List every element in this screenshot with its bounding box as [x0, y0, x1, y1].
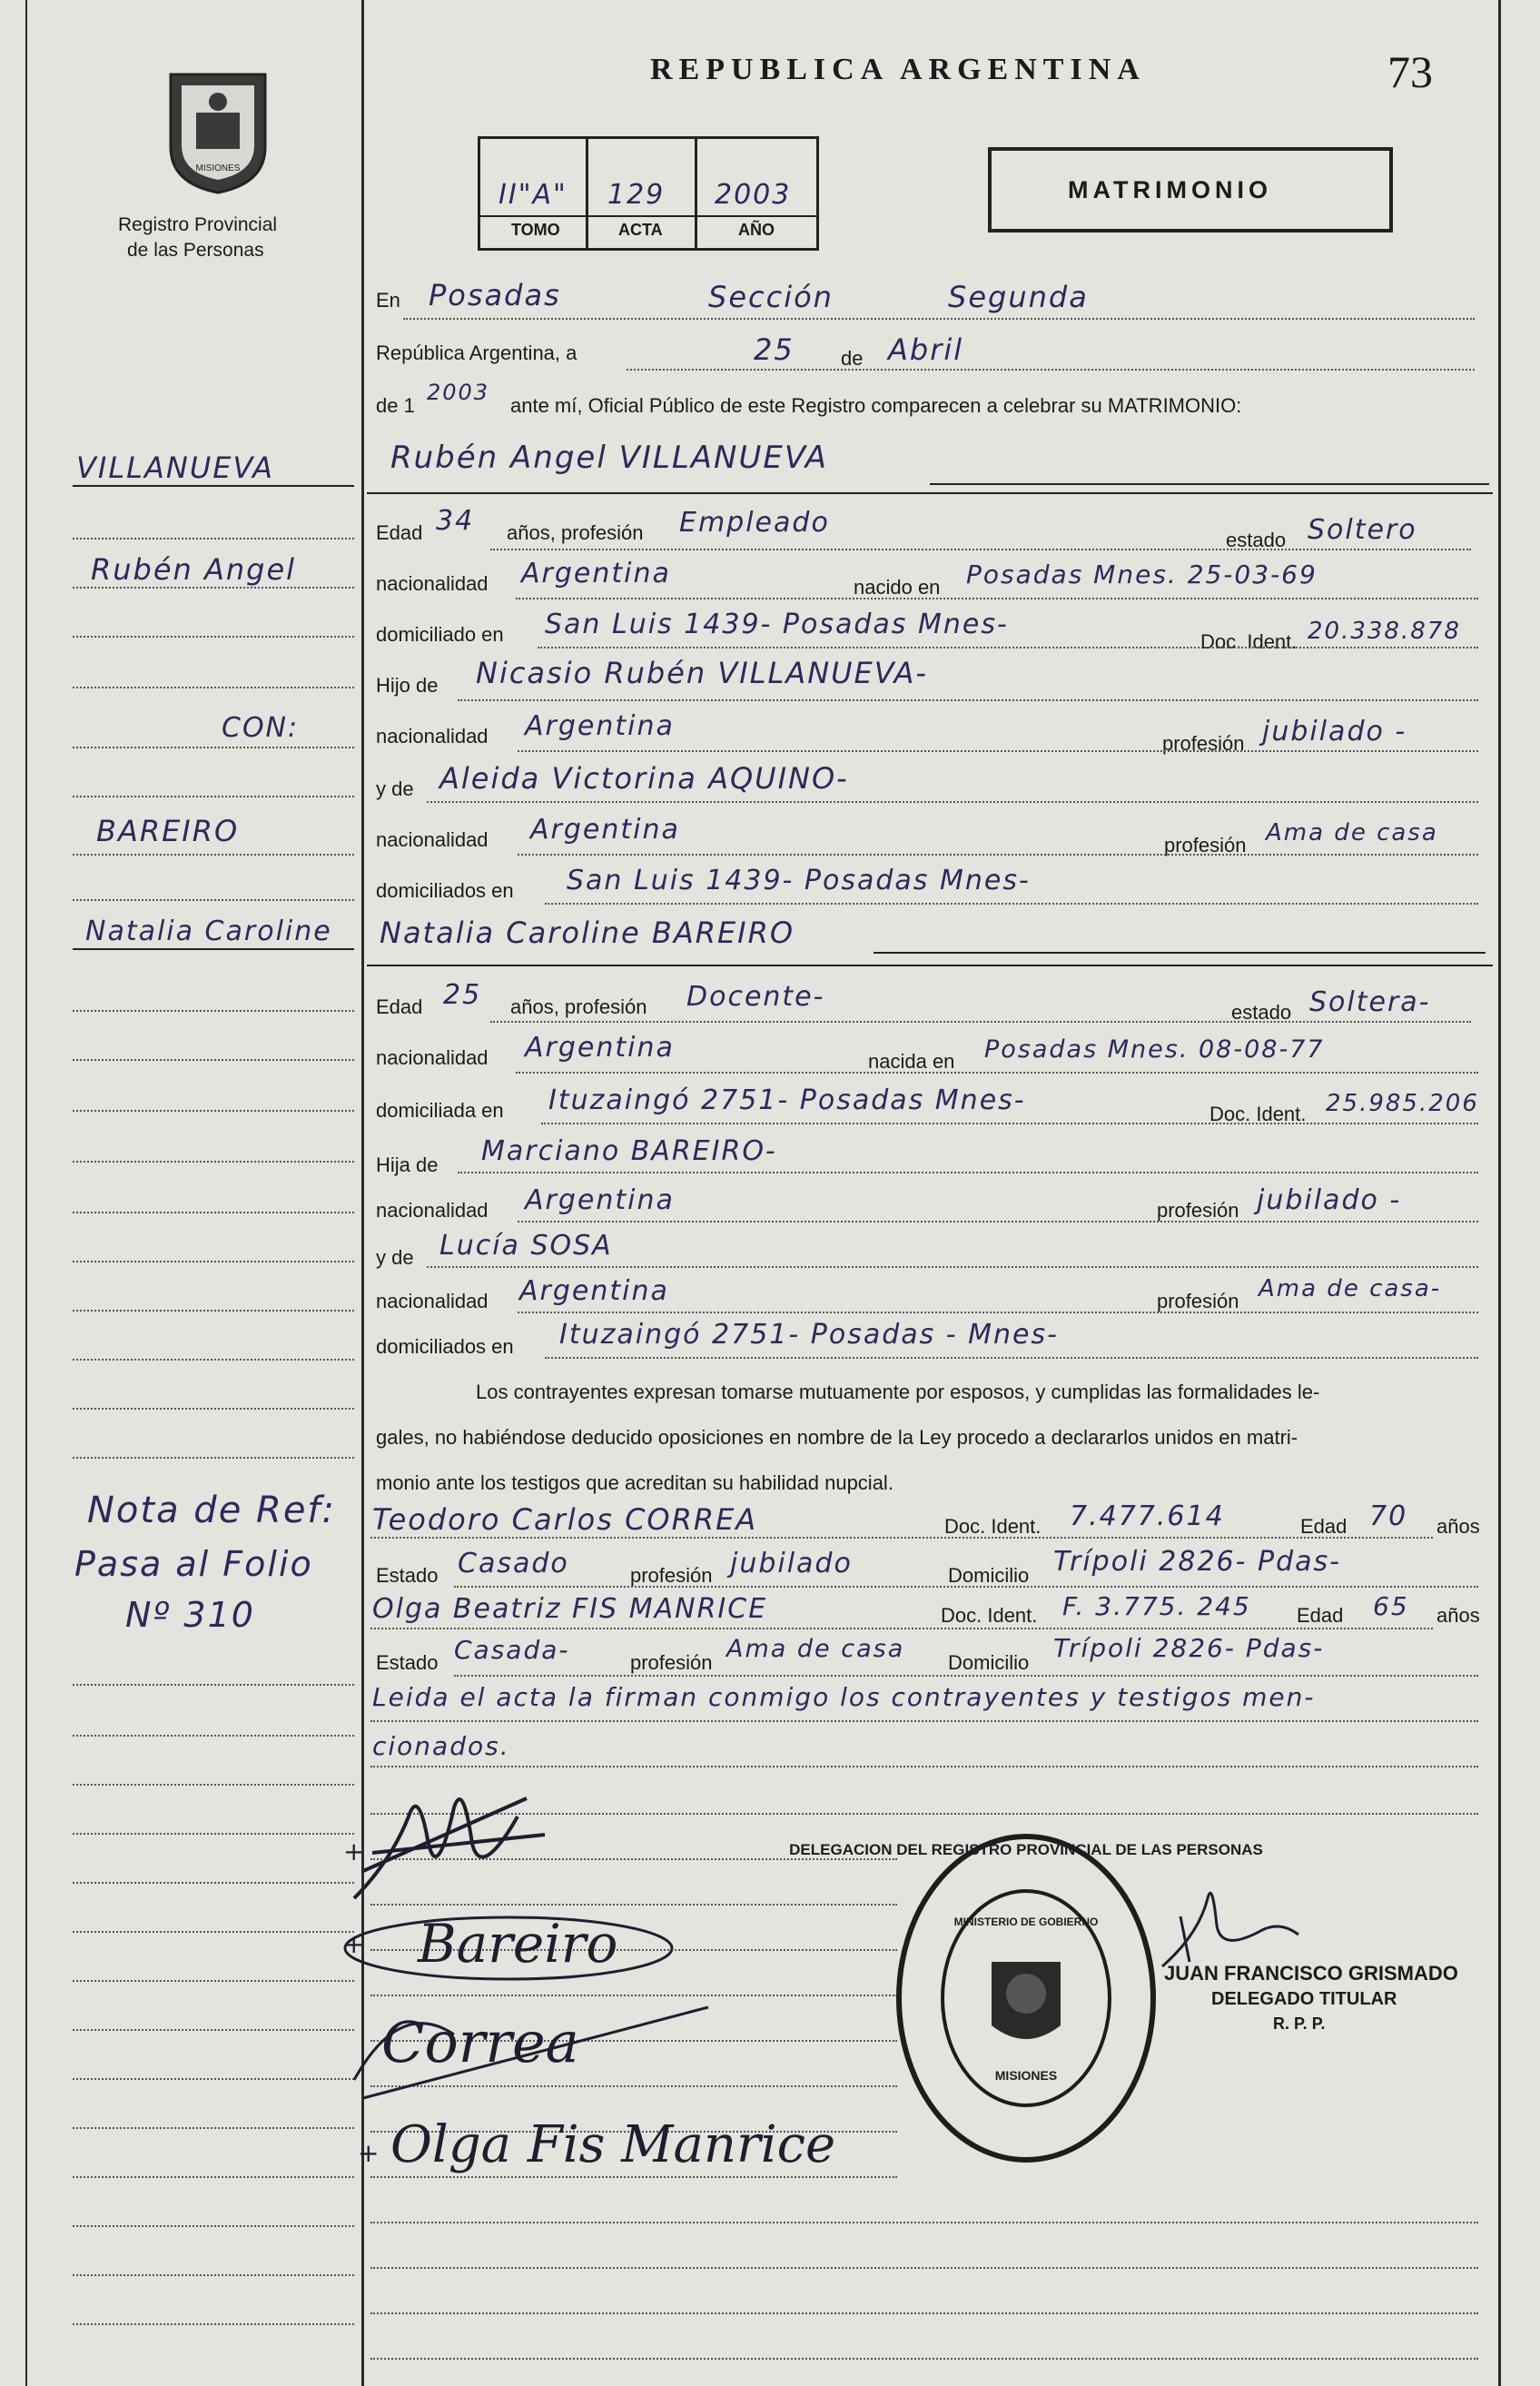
bride-mother-profesion-label: profesión: [1157, 1290, 1239, 1312]
groom-address: San Luis 1439- Posadas Mnes-: [545, 609, 1009, 640]
groom-mother-nacionalidad-label: nacionalidad: [376, 828, 489, 851]
registry-name-line1: Registro Provincial: [118, 214, 278, 235]
groom-father-nacionalidad-label: nacionalidad: [376, 725, 489, 747]
groom-hijo-label: Hijo de: [376, 674, 439, 697]
witness1-estado-label: Estado: [376, 1564, 439, 1587]
ano-label: AÑO: [738, 221, 775, 239]
margin-surname2: BAREIRO: [96, 814, 240, 848]
bride-mother-nacionalidad-label: nacionalidad: [376, 1290, 489, 1312]
tomo-label: TOMO: [511, 221, 560, 239]
official-stamp: [789, 1826, 1263, 2171]
bride-yde-label: y de: [376, 1246, 414, 1269]
groom-mother: Aleida Victorina AQUINO-: [439, 761, 849, 796]
signature-4: [354, 2089, 863, 2198]
groom-father-profesion-label: profesión: [1162, 732, 1245, 755]
de-label: de: [841, 347, 864, 370]
declaration-line2: gales, no habiéndose deducido oposiciones en nombre de la Ley procedo a declararlos unidos en matri-: [376, 1426, 1298, 1449]
witness1-anos-label: años: [1436, 1515, 1480, 1538]
official-name: JUAN FRANCISCO GRISMADO: [1164, 1962, 1458, 1985]
witness2-doc-label: Doc. Ident.: [941, 1604, 1038, 1627]
bride-birth: Posadas Mnes. 08-08-77: [984, 1035, 1325, 1064]
witness1-doc: 7.477.614: [1070, 1500, 1225, 1532]
witness2-edad-label: Edad: [1297, 1604, 1344, 1627]
groom-nacionalidad-label: nacionalidad: [376, 572, 489, 595]
ano-value: 2003: [715, 179, 792, 211]
groom-parents-domiciliados-label: domiciliados en: [376, 879, 514, 902]
witness2-civil-status: Casada-: [454, 1635, 570, 1665]
bride-hija-label: Hija de: [376, 1153, 439, 1176]
groom-estado-label: estado: [1226, 529, 1287, 551]
bride-edad-label: Edad: [376, 995, 423, 1018]
groom-profession: Empleado: [679, 507, 830, 539]
groom-domiciliado-label: domiciliado en: [376, 623, 504, 646]
closing-line2: cionados.: [372, 1731, 510, 1761]
city-value: Posadas: [429, 278, 561, 312]
bride-age: 25: [443, 979, 482, 1011]
bride-father-profession: jubilado -: [1257, 1184, 1402, 1216]
bride-doc: 25.985.206: [1326, 1090, 1479, 1117]
svg-text:+: +: [343, 1929, 365, 1959]
witness2-profession: Ama de casa: [726, 1635, 905, 1663]
signature-4-text: Olga Fis Manrice: [390, 2115, 836, 2174]
signature-3-text: Correa: [381, 2009, 579, 2075]
bride-parents-address: Ituzaingó 2751- Posadas - Mnes-: [559, 1319, 1059, 1351]
groom-civil-status: Soltero: [1308, 514, 1417, 546]
year-value: 2003: [427, 380, 490, 405]
groom-birth: Posadas Mnes. 25-03-69: [966, 559, 1318, 589]
groom-father-profession: jubilado -: [1262, 716, 1407, 747]
country-title: REPUBLICA ARGENTINA: [650, 53, 1146, 86]
official-office: R. P. P.: [1273, 2015, 1326, 2033]
tomo-value: II"A": [499, 179, 568, 211]
svg-text:+: +: [343, 1837, 365, 1866]
witness1-address: Trípoli 2826- Pdas-: [1053, 1546, 1341, 1578]
bride-nacionalidad-label: nacionalidad: [376, 1046, 489, 1069]
left-edge-line: [25, 0, 27, 2386]
groom-edad-label: Edad: [376, 521, 423, 544]
republic-label: República Argentina, a: [376, 342, 578, 364]
witness2-name: Olga Beatriz FIS MANRICE: [372, 1593, 768, 1625]
groom-mother-profesion-label: profesión: [1164, 834, 1247, 856]
logo-text: MISIONES: [195, 163, 241, 173]
right-edge-line: [1498, 0, 1501, 2386]
groom-doc-label: Doc. Ident.: [1200, 630, 1298, 653]
signature-2-text: Bareiro: [418, 1913, 618, 1975]
margin-note-line1: Nota de Ref:: [87, 1490, 336, 1531]
witness1-profession: jubilado: [730, 1548, 853, 1579]
witness2-estado-label: Estado: [376, 1651, 439, 1674]
bride-civil-status: Soltera-: [1309, 986, 1431, 1018]
record-table: [478, 136, 819, 251]
signature-1: [336, 1780, 572, 1916]
groom-yde-label: y de: [376, 777, 414, 800]
witness1-civil-status: Casado: [458, 1548, 569, 1579]
witness2-doc: F. 3.775. 245: [1062, 1591, 1251, 1621]
groom-mother-nationality: Argentina: [530, 814, 680, 846]
declaration-line3: monio ante los testigos que acreditan su habilidad nupcial.: [376, 1471, 893, 1494]
groom-father: Nicasio Rubén VILLANUEVA-: [476, 656, 928, 690]
margin-names1: Rubén Angel: [91, 552, 297, 587]
witness2-address: Trípoli 2826- Pdas-: [1053, 1633, 1325, 1663]
groom-nationality: Argentina: [521, 558, 671, 589]
bride-father-nacionalidad-label: nacionalidad: [376, 1199, 489, 1222]
stamp-outer-text: DELEGACION DEL REGISTRO PROVINCIAL DE LAS PERSONAS: [789, 1841, 1263, 1858]
bride-profesion-label: años, profesión: [510, 995, 647, 1018]
bride-nationality: Argentina: [525, 1032, 675, 1064]
witness1-profesion-label: profesión: [630, 1564, 713, 1587]
groom-full-name: Rubén Angel VILLANUEVA: [390, 440, 829, 476]
groom-profesion-label: años, profesión: [507, 521, 644, 544]
bride-address: Ituzaingó 2751- Posadas Mnes-: [548, 1084, 1026, 1116]
groom-parents-address: San Luis 1439- Posadas Mnes-: [567, 865, 1031, 896]
witness1-doc-label: Doc. Ident.: [944, 1515, 1041, 1538]
bride-father-profesion-label: profesión: [1157, 1199, 1239, 1222]
bride-mother-profession: Ama de casa-: [1259, 1275, 1442, 1302]
intro-statement: ante mí, Oficial Público de este Registro comparecen a celebrar su MATRIMONIO:: [510, 394, 1242, 417]
bride-profession: Docente-: [686, 981, 825, 1013]
bride-mother-nationality: Argentina: [519, 1275, 669, 1307]
bride-parents-domiciliados-label: domiciliados en: [376, 1335, 514, 1358]
witness2-anos-label: años: [1436, 1604, 1480, 1627]
section-value: Segunda: [948, 280, 1089, 314]
witness2-age: 65: [1373, 1591, 1409, 1621]
witness1-name: Teodoro Carlos CORREA: [372, 1502, 758, 1537]
margin-surname1: VILLANUEVA: [76, 450, 275, 485]
groom-nacido-label: nacido en: [854, 576, 941, 599]
bride-father: Marciano BAREIRO-: [481, 1135, 777, 1167]
en-label: En: [376, 289, 400, 312]
margin-note-line3: Nº 310: [125, 1595, 255, 1635]
witness2-domicilio-label: Domicilio: [948, 1651, 1030, 1674]
declaration-line1: Los contrayentes expresan tomarse mutuamente por esposos, y cumplidas las formalidades le-: [476, 1381, 1320, 1403]
acta-label: ACTA: [618, 221, 663, 239]
closing-line1: Leida el acta la firman conmigo los contrayentes y testigos men-: [372, 1682, 1316, 1712]
bride-nacida-label: nacida en: [868, 1050, 955, 1073]
groom-mother-profession: Ama de casa: [1266, 819, 1438, 846]
folio-number: 73: [1387, 46, 1433, 97]
official-title: DELEGADO TITULAR: [1211, 1989, 1397, 2009]
acta-value: 129: [607, 179, 666, 211]
bride-father-nationality: Argentina: [525, 1184, 675, 1216]
year-prefix: de 1: [376, 394, 415, 417]
section-label: Sección: [708, 280, 834, 314]
bride-estado-label: estado: [1231, 1001, 1292, 1024]
stamp-inner-text: MINISTERIO DE GOBIERNO: [953, 1916, 1099, 1928]
record-type: MATRIMONIO: [1068, 176, 1272, 203]
bride-full-name: Natalia Caroline BAREIRO: [380, 916, 795, 950]
margin-con: CON:: [222, 712, 300, 744]
groom-age: 34: [436, 505, 475, 537]
signature-3: [345, 1980, 726, 2107]
groom-father-nationality: Argentina: [525, 710, 675, 742]
margin-names2: Natalia Caroline: [85, 916, 332, 947]
witness1-age: 70: [1369, 1500, 1408, 1532]
bride-mother: Lucía SOSA: [439, 1230, 613, 1262]
day-value: 25: [754, 332, 795, 367]
witness1-edad-label: Edad: [1300, 1515, 1348, 1538]
margin-note-line2: Pasa al Folio: [74, 1544, 313, 1584]
groom-doc: 20.338.878: [1308, 618, 1461, 645]
bride-doc-label: Doc. Ident.: [1209, 1103, 1307, 1125]
witness1-domicilio-label: Domicilio: [948, 1564, 1030, 1587]
month-value: Abril: [888, 332, 964, 367]
registry-logo: [162, 65, 274, 196]
registry-name-line2: de las Personas: [127, 240, 264, 261]
record-type-box: [988, 147, 1393, 233]
stamp-bottom-text: MISIONES: [994, 2068, 1058, 2083]
svg-text:+: +: [358, 2138, 380, 2168]
witness2-profesion-label: profesión: [630, 1651, 713, 1674]
bride-domiciliada-label: domiciliada en: [376, 1099, 504, 1122]
